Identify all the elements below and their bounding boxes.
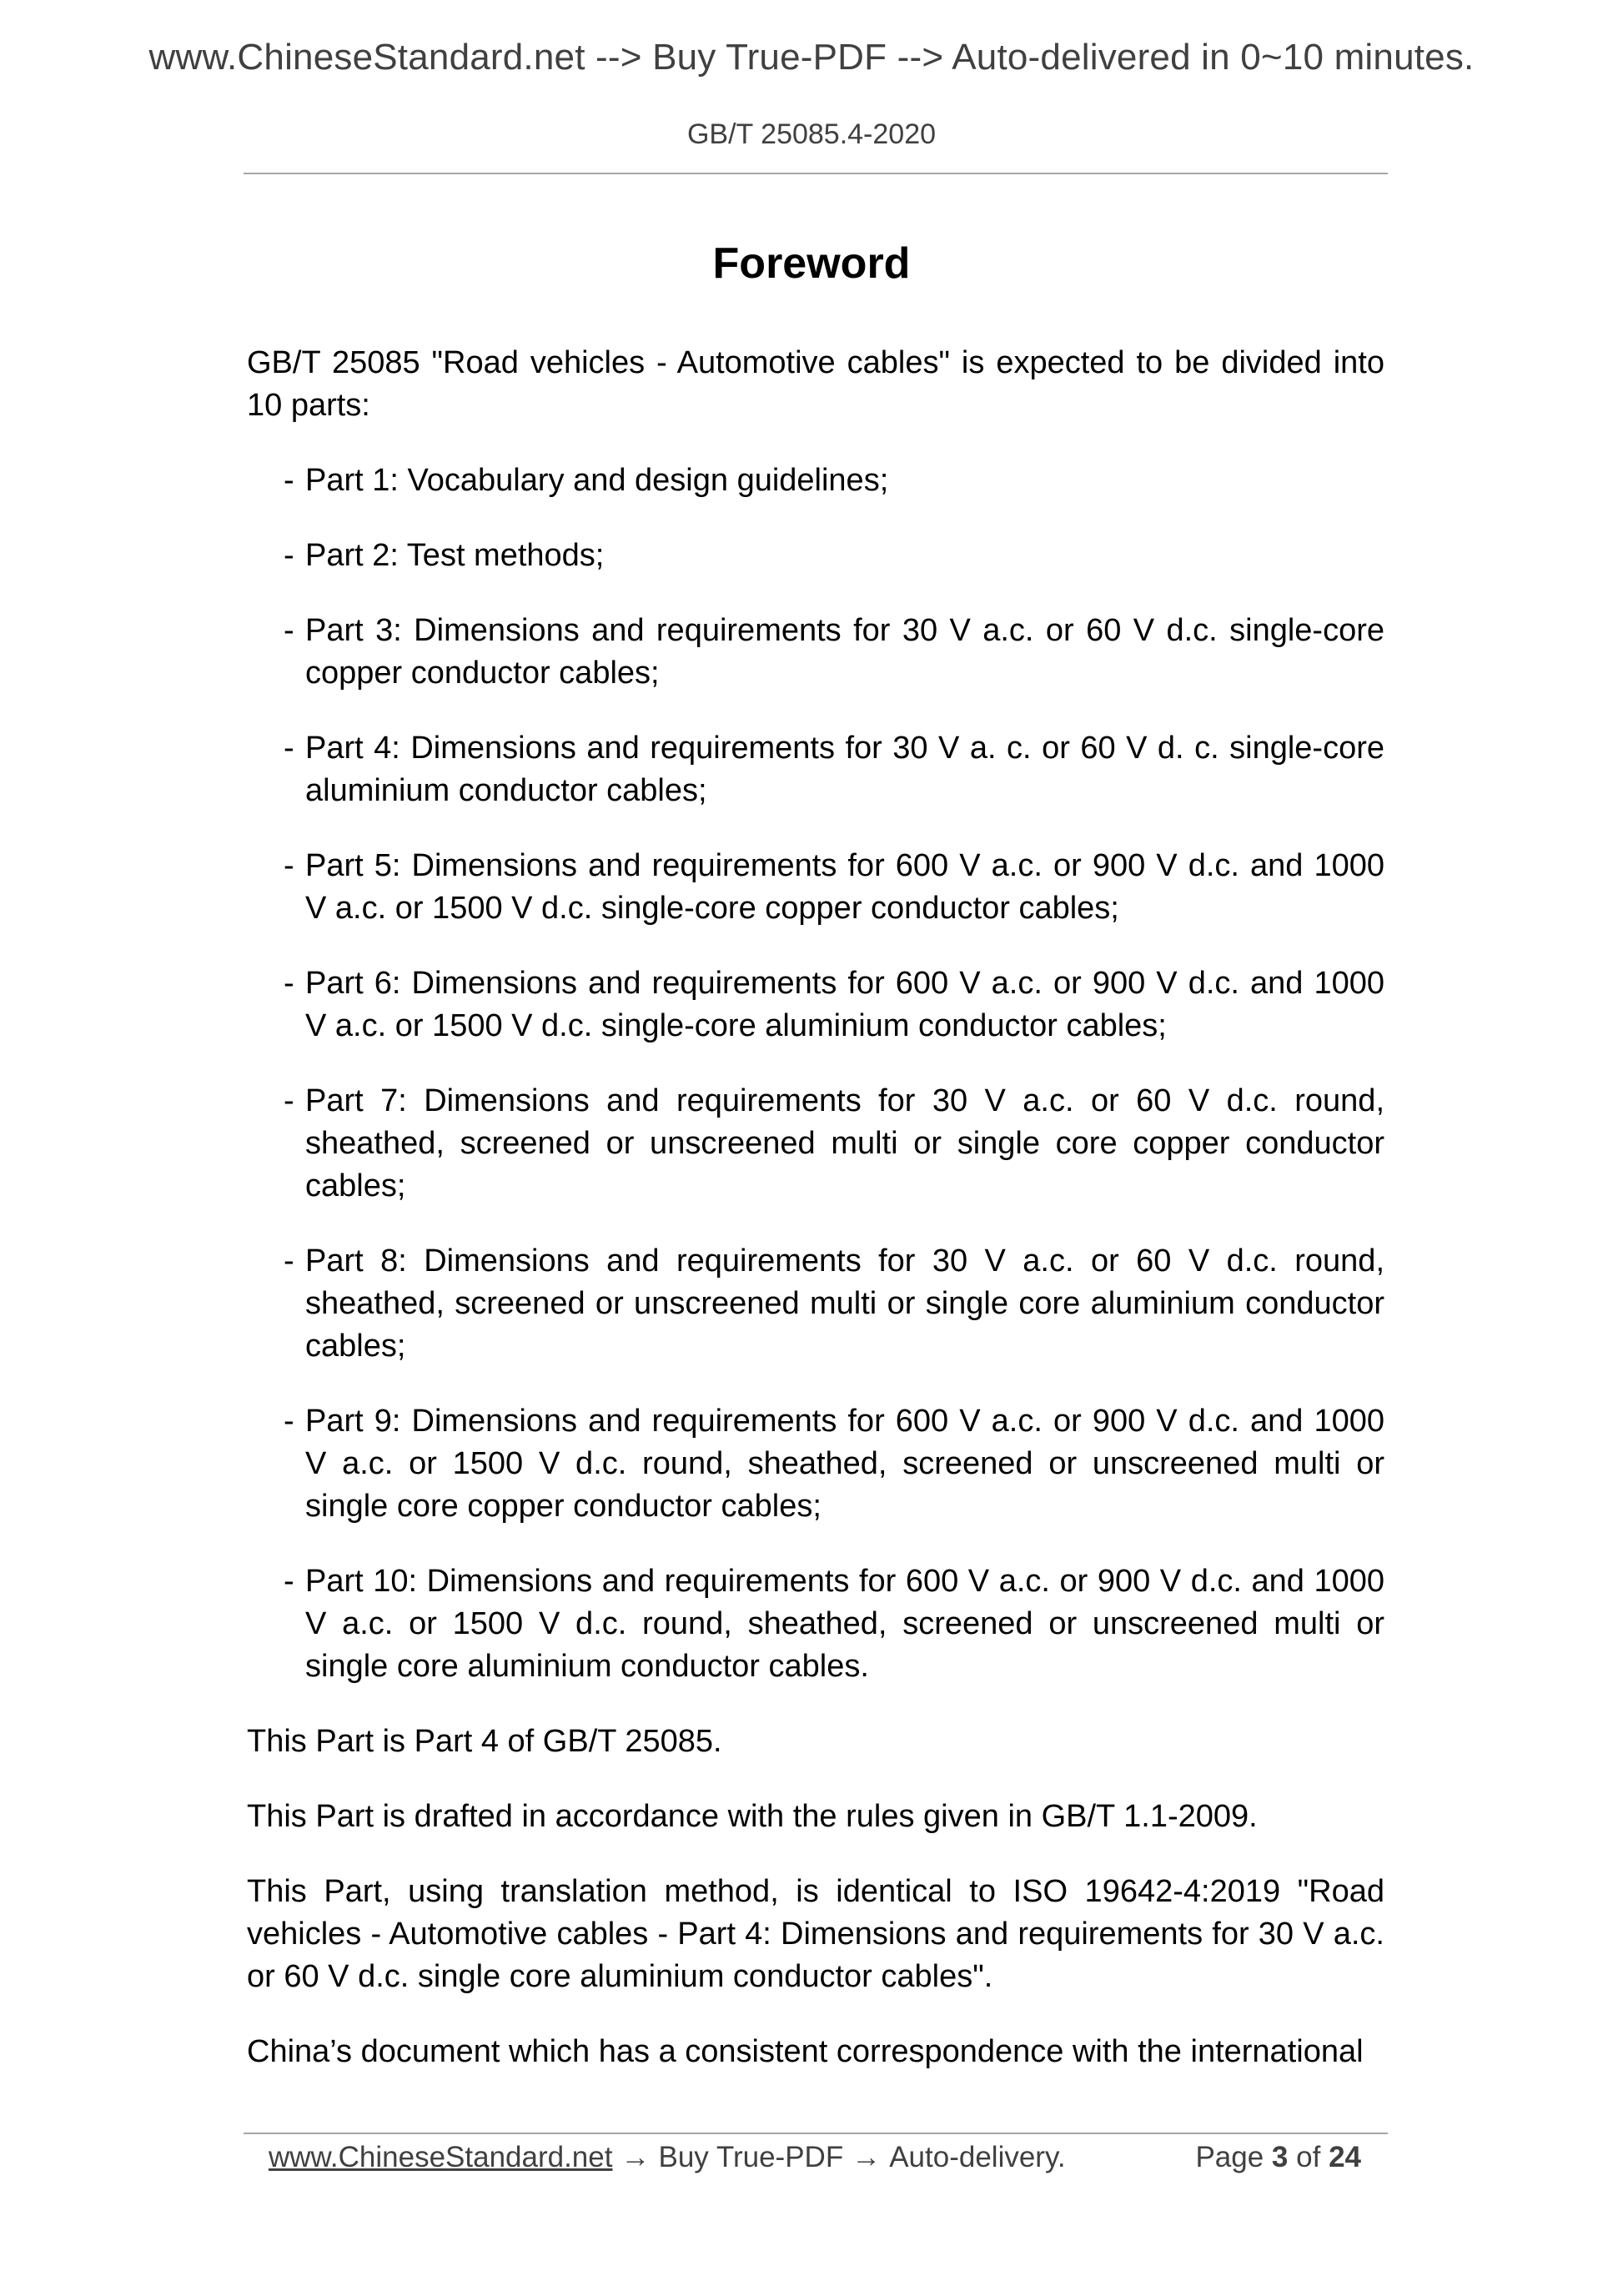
header-banner: www.ChineseStandard.net --> Buy True-PDF --> Auto-delivered in 0~10 minutes. bbox=[148, 37, 1475, 78]
list-item-text: Part 2: Test methods; bbox=[305, 538, 605, 573]
list-dash: - bbox=[284, 966, 294, 1001]
correspondence-paragraph: China’s document which has a consistent correspondence with the international bbox=[247, 2034, 1364, 2069]
of-label: of bbox=[1296, 2141, 1321, 2173]
list-item-part-2 bbox=[247, 535, 1384, 577]
list-item-text: Part 8: Dimensions and requirements for 30 V a.c. or 60 V d.c. round, sheathed, screened or unscreened multi or single core aluminium conductor cables; bbox=[305, 1243, 1384, 1364]
list-item-text: Part 7: Dimensions and requirements for 30 V a.c. or 60 V d.c. round, sheathed, screened or unscreened multi or single core copper conductor cables; bbox=[305, 1083, 1384, 1203]
arrow-right-icon: → bbox=[852, 2141, 882, 2173]
list-item-text: Part 6: Dimensions and requirements for 600 V a.c. or 900 V d.c. and 1000 V a.c. or 1500 V d.c. single-core aluminium conductor cables; bbox=[305, 966, 1384, 1043]
footer-buy-text: Buy True-PDF bbox=[658, 2141, 844, 2173]
translation-method-paragraph: This Part, using translation method, is identical to ISO 19642-4:2019 "Road vehicles - Automotive cables - Part 4: Dimensions and requirements for 30 V a.c. or 60 V d.c. single core aluminium conductor cables". bbox=[247, 1874, 1384, 1994]
list-dash: - bbox=[284, 1564, 294, 1599]
intro-paragraph: GB/T 25085 "Road vehicles - Automotive cables" is expected to be divided into 10 parts: bbox=[247, 345, 1384, 423]
list-item-text: Part 5: Dimensions and requirements for 600 V a.c. or 900 V d.c. and 1000 V a.c. or 1500 V d.c. single-core copper conductor cables; bbox=[305, 848, 1384, 926]
list-dash: - bbox=[284, 463, 294, 498]
page-indicator bbox=[1195, 2141, 1361, 2174]
arrow-right-icon: → bbox=[621, 2141, 651, 2173]
list-item-part-4 bbox=[247, 727, 1384, 812]
list-dash: - bbox=[284, 613, 294, 648]
list-item-part-1 bbox=[247, 460, 1384, 502]
list-dash: - bbox=[284, 1243, 294, 1279]
part-statement-paragraph: This Part is Part 4 of GB/T 25085. bbox=[247, 1724, 722, 1759]
list-item-text: Part 4: Dimensions and requirements for 30 V a. c. or 60 V d. c. single-core aluminium conductor cables; bbox=[305, 731, 1384, 808]
list-item-part-5 bbox=[247, 845, 1384, 930]
document-body bbox=[247, 342, 1384, 2106]
footer-delivery-text: Auto-delivery. bbox=[889, 2141, 1066, 2173]
list-item-text: Part 10: Dimensions and requirements for 600 V a.c. or 900 V d.c. and 1000 V a.c. or 1500 V d.c. round, sheathed, screened or unscreened multi or single core aluminium conductor cables. bbox=[305, 1564, 1384, 1684]
page-title: Foreword bbox=[712, 239, 911, 288]
list-item-part-3 bbox=[247, 610, 1384, 695]
list-dash: - bbox=[284, 538, 294, 573]
list-item-part-10 bbox=[247, 1560, 1384, 1688]
list-item-text: Part 1: Vocabulary and design guidelines; bbox=[305, 463, 889, 498]
footer-site-link[interactable]: www.ChineseStandard.net bbox=[269, 2141, 613, 2173]
header-divider bbox=[244, 173, 1388, 174]
list-item-text: Part 3: Dimensions and requirements for 30 V a.c. or 60 V d.c. single-core copper conductor cables; bbox=[305, 613, 1384, 691]
page-label: Page bbox=[1195, 2141, 1264, 2173]
page-total: 24 bbox=[1329, 2141, 1361, 2173]
list-item-part-7 bbox=[247, 1080, 1384, 1208]
list-dash: - bbox=[284, 848, 294, 883]
list-item-text: Part 9: Dimensions and requirements for 600 V a.c. or 900 V d.c. and 1000 V a.c. or 1500 V d.c. round, sheathed, screened or unscreened multi or single core copper conductor cables; bbox=[305, 1404, 1384, 1524]
footer-divider bbox=[244, 2133, 1388, 2134]
document-code: GB/T 25085.4-2020 bbox=[686, 118, 937, 150]
list-dash: - bbox=[284, 731, 294, 766]
page-footer bbox=[269, 2137, 1361, 2178]
list-dash: - bbox=[284, 1083, 294, 1118]
list-item-part-8 bbox=[247, 1240, 1384, 1368]
drafting-rules-paragraph: This Part is drafted in accordance with the rules given in GB/T 1.1-2009. bbox=[247, 1799, 1258, 1834]
list-item-part-6 bbox=[247, 962, 1384, 1048]
page-number: 3 bbox=[1271, 2141, 1289, 2173]
list-item-part-9 bbox=[247, 1400, 1384, 1528]
list-dash: - bbox=[284, 1404, 294, 1439]
